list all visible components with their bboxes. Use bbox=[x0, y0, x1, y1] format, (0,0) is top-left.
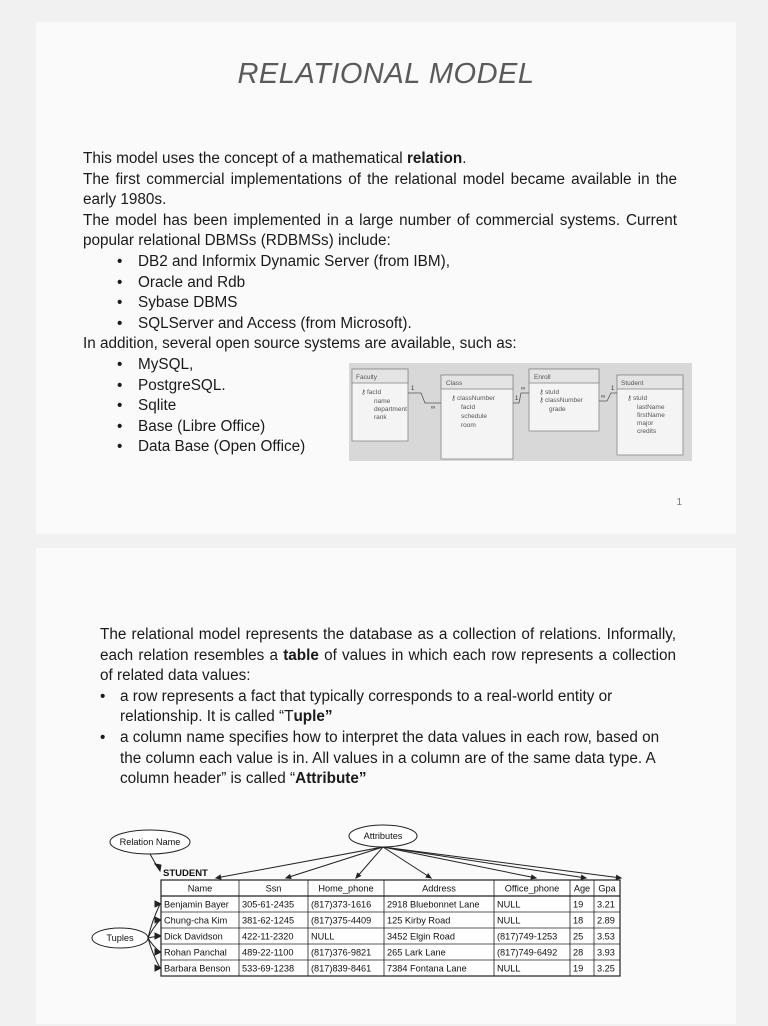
many-marker: ∞ bbox=[431, 405, 436, 411]
table-cell: NULL bbox=[497, 963, 521, 974]
table-cell: 3.21 bbox=[597, 899, 615, 910]
table-cell: Benjamin Bayer bbox=[164, 899, 229, 910]
er-table-enroll bbox=[529, 369, 599, 431]
table-cell: 265 Lark Lane bbox=[387, 947, 446, 958]
key-field: classNumber bbox=[545, 397, 583, 404]
slide-title: RELATIONAL MODEL bbox=[237, 58, 535, 90]
table-cell: 3.25 bbox=[597, 963, 615, 974]
column-header: Name bbox=[187, 883, 213, 894]
table-cell: 19 bbox=[573, 963, 584, 974]
er-table-title: Student bbox=[621, 380, 644, 387]
table-cell: Dick Davidson bbox=[164, 931, 223, 942]
relation-term: relation bbox=[406, 150, 463, 167]
list-item: • PostgreSQL. bbox=[117, 376, 677, 397]
attribute-bullet bbox=[100, 728, 676, 790]
many-marker: ∞ bbox=[521, 386, 526, 392]
arrow-head bbox=[531, 875, 536, 879]
arrow-head bbox=[155, 933, 161, 939]
tuple-bullet bbox=[100, 687, 676, 728]
slide-2-body bbox=[100, 625, 676, 790]
key-icon: ⚷ bbox=[451, 395, 456, 402]
column-header: Office_phone bbox=[504, 883, 560, 894]
attributes-label: Attributes bbox=[363, 831, 403, 841]
table-cell: Barbara Benson bbox=[164, 963, 231, 974]
definition-list bbox=[100, 687, 676, 790]
table-cell: (817)373-1616 bbox=[311, 899, 372, 910]
table-cell: 18 bbox=[573, 915, 584, 926]
field: lastName bbox=[637, 404, 665, 411]
intro-line bbox=[83, 149, 677, 170]
arrow-head bbox=[616, 875, 621, 879]
key-icon: ⚷ bbox=[627, 395, 632, 402]
one-marker: 1 bbox=[515, 396, 519, 402]
arrow-head bbox=[216, 875, 221, 879]
open-source-paragraph: In addition, several open source systems are available, such as: bbox=[83, 335, 517, 353]
key-field: classNumber bbox=[457, 395, 495, 402]
list-item: • Sybase DBMS bbox=[117, 293, 677, 314]
arrow-head bbox=[155, 965, 161, 971]
list-item: • DB2 and Informix Dynamic Server (from IBM), bbox=[117, 252, 677, 273]
list-item: • MySQL, bbox=[117, 355, 677, 376]
arrow-head bbox=[286, 875, 291, 879]
field: name bbox=[374, 398, 391, 405]
table-cell: (817)839-8461 bbox=[311, 963, 372, 974]
table-cell: (817)749-1253 bbox=[497, 931, 558, 942]
student-relation-figure bbox=[86, 816, 646, 1026]
er-table-student bbox=[617, 375, 683, 455]
intro-text: The relational model represents the database as a collection of relations. Informally, each relation resembles a bbox=[100, 626, 676, 664]
field: major bbox=[637, 420, 654, 427]
attribute-arrow bbox=[383, 847, 536, 878]
key-icon: ⚷ bbox=[539, 389, 544, 396]
table-cell: 3.53 bbox=[597, 931, 615, 942]
key-icon: ⚷ bbox=[539, 397, 544, 404]
student-table bbox=[161, 880, 620, 976]
table-cell: (817)376-9821 bbox=[311, 947, 372, 958]
field: facId bbox=[461, 404, 476, 411]
er-diagram bbox=[349, 363, 692, 461]
table-cell: 19 bbox=[573, 899, 584, 910]
attribute-arrow bbox=[383, 847, 621, 878]
relation-name-label: Relation Name bbox=[119, 837, 181, 847]
commercial-paragraph: The model has been implemented in a large number of commercial systems. Current popular relational DBMSs (RDBMSs) include: bbox=[83, 211, 677, 250]
er-table-title: Faculty bbox=[356, 374, 377, 381]
key-field: stuId bbox=[545, 389, 560, 396]
list-item: • SQLServer and Access (from Microsoft). bbox=[117, 314, 677, 335]
column-header: Address bbox=[422, 883, 456, 894]
key-field: facId bbox=[367, 389, 382, 396]
table-cell: 3.93 bbox=[597, 947, 615, 958]
list-item: • Oracle and Rdb bbox=[117, 273, 677, 294]
field: firstName bbox=[637, 412, 665, 419]
table-cell: 2918 Bluebonnet Lane bbox=[387, 899, 480, 910]
list-item: • Sqlite bbox=[117, 396, 677, 417]
column-header: Ssn bbox=[265, 883, 282, 894]
table-cell: (817)375-4409 bbox=[311, 915, 372, 926]
bullet-text: a row represents a fact that typically corresponds to a real-world entity or relationship. It is called “T bbox=[120, 687, 613, 726]
table-cell: 381-62-1245 bbox=[242, 915, 295, 926]
one-marker: 1 bbox=[611, 386, 615, 392]
key-icon: ⚷ bbox=[361, 389, 366, 396]
table-cell: 489-22-1100 bbox=[242, 947, 294, 958]
key-field: stuId bbox=[633, 395, 648, 402]
table-cell: NULL bbox=[497, 915, 521, 926]
attribute-term: Attribute” bbox=[295, 770, 367, 788]
table-cell: 422-11-2320 bbox=[242, 931, 294, 942]
intro-text-end: of values in which each row represents a collection of related data values: bbox=[100, 646, 676, 685]
field: grade bbox=[549, 406, 566, 413]
column-header: Home_phone bbox=[318, 883, 374, 894]
list-item: • Base (Libre Office) bbox=[117, 417, 677, 438]
many-marker: ∞ bbox=[601, 394, 606, 400]
list-item: • Data Base (Open Office) bbox=[117, 437, 677, 458]
field: room bbox=[461, 422, 476, 429]
table-cell: 25 bbox=[573, 931, 584, 942]
column-header: Gpa bbox=[598, 883, 616, 894]
relation-name: STUDENT bbox=[163, 868, 208, 879]
arrow-head bbox=[426, 874, 431, 878]
history-paragraph: The first commercial implementations of the relational model became available in the early 1980s. bbox=[83, 170, 677, 209]
er-table-title: Enroll bbox=[534, 374, 551, 381]
field: department bbox=[374, 406, 407, 413]
intro-text: This model uses the concept of a mathematical bbox=[83, 150, 407, 167]
field: credits bbox=[637, 428, 657, 435]
table-cell: Rohan Panchal bbox=[164, 947, 227, 958]
table-term: table bbox=[283, 646, 319, 664]
table-cell: Chung-cha Kim bbox=[164, 915, 228, 926]
relational-intro bbox=[100, 625, 676, 687]
attribute-arrow bbox=[383, 847, 586, 878]
field: schedule bbox=[461, 413, 488, 420]
slide-2 bbox=[36, 548, 736, 1024]
page-number: 1 bbox=[676, 497, 682, 508]
tuple-arrows bbox=[148, 901, 161, 971]
table-cell: 533-69-1238 bbox=[242, 963, 295, 974]
table-cell: 2.89 bbox=[597, 915, 615, 926]
table-cell: 305-61-2435 bbox=[242, 899, 295, 910]
one-marker: 1 bbox=[411, 386, 415, 392]
field: rank bbox=[374, 414, 387, 421]
bullet-text: a column name specifies how to interpret the data values in each row, based on the column each value is in. All values in a column are of the same data type. A column header” is called “ bbox=[120, 728, 660, 788]
er-table-faculty bbox=[352, 369, 408, 441]
table-cell: 28 bbox=[573, 947, 584, 958]
intro-period: . bbox=[462, 150, 467, 167]
attribute-arrows bbox=[155, 847, 621, 879]
er-table-title: Class bbox=[446, 380, 463, 387]
arrow-head bbox=[581, 875, 586, 879]
commercial-list bbox=[83, 252, 677, 334]
table-cell: NULL bbox=[497, 899, 521, 910]
arrow-head bbox=[155, 864, 161, 871]
table-cell: (817)749-6492 bbox=[497, 947, 558, 958]
column-header: Age bbox=[573, 883, 591, 894]
table-cell: 3452 Elgin Road bbox=[387, 931, 455, 942]
slide-1 bbox=[36, 22, 736, 534]
table-cell: 125 Kirby Road bbox=[387, 915, 451, 926]
table-cell: 7384 Fontana Lane bbox=[387, 963, 467, 974]
tuples-label: Tuples bbox=[106, 933, 134, 943]
tuple-term: uple” bbox=[293, 708, 333, 726]
table-cell: NULL bbox=[311, 931, 335, 942]
er-table-class bbox=[441, 375, 513, 459]
arrow-head bbox=[155, 901, 161, 907]
